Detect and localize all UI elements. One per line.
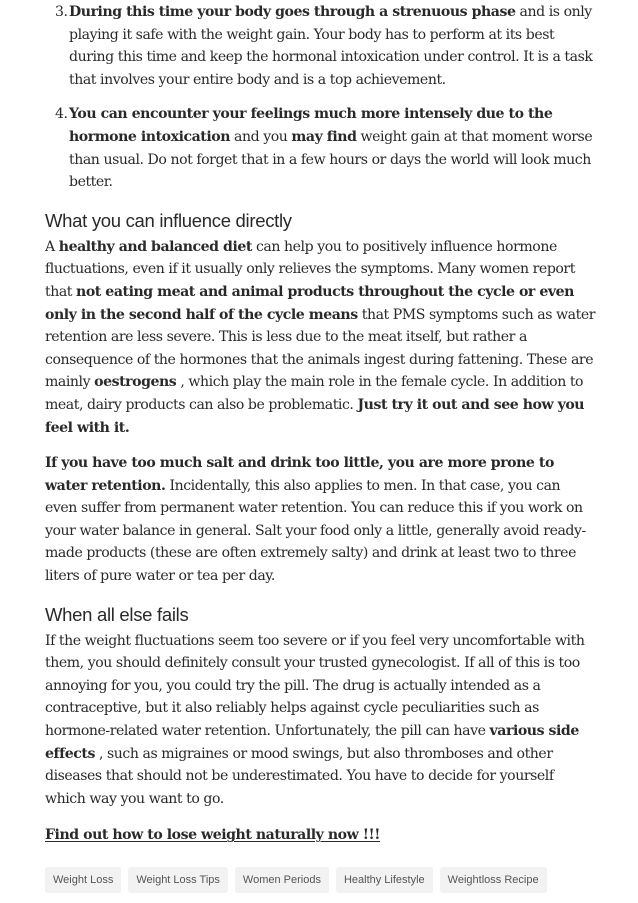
text: A <box>45 238 59 255</box>
tag-weight-loss[interactable]: Weight Loss <box>45 867 121 893</box>
lose-weight-link[interactable]: Find out how to lose weight naturally now !!! <box>45 827 380 844</box>
list-item-text: and is only playing it safe with the weight gain. Your body has to perform at its best during this time and keep the hormonal intoxication under control. It is a task that involves your entire body and is a top achievement. <box>69 4 593 88</box>
list-item-text: and you <box>230 128 292 145</box>
list-item-bold: During this time your body goes through a strenuous phase <box>69 4 516 20</box>
bold-text: oestrogens <box>94 374 177 391</box>
list-item <box>45 103 595 193</box>
text: that PMS symptoms such as water retention are less severe. This is less due to the meat itself, but rather a consequence of the hormones that the animals ingest during fattening. These are mainly <box>45 306 596 391</box>
text: can help you to positively influence hormone fluctuations, even if it usually only relieves the symptoms. Many women report that <box>45 238 575 300</box>
bold-text: not eating meat and animal products throughout the cycle or even only in the second half of the cycle means <box>45 283 574 323</box>
section-heading-else-fails: When all else fails <box>45 603 189 625</box>
text: , which play the main role in the female cycle. In addition to meat, dairy products can also be problematic. <box>45 374 584 413</box>
list-item-bold: You can encounter your feelings much more intensely due to the hormone intoxication <box>69 106 553 145</box>
bold-text: If you have too much salt and drink too little, you are more prone to water retention. <box>45 455 554 494</box>
link-paragraph <box>45 824 595 847</box>
bold-text: healthy and balanced diet <box>58 238 252 255</box>
list-number: 4. <box>55 106 68 123</box>
tag-list <box>45 867 547 893</box>
text: , such as migraines or mood swings, but also thromboses and other diseases that should not be underestimated. You have to decide for yourself which way you want to go. <box>45 745 554 807</box>
text: Incidentally, this also applies to men. In that case, you can even suffer from permanent water retention. You can reduce this if you work on your water balance in general. Salt your food only a little, generally avoid ready-made products (these are often extremely salty) and drink at least two to three liters of pure water or tea per day. <box>45 477 586 585</box>
paragraph-pill <box>45 630 595 811</box>
paragraph-salt <box>45 452 595 588</box>
bold-text: Just try it out and see how you feel with it. <box>45 396 585 436</box>
tag-weightloss-recipe[interactable]: Weightloss Recipe <box>440 867 547 893</box>
paragraph-diet <box>45 236 595 439</box>
list-item-bold: may find <box>291 128 357 145</box>
numbered-list <box>45 1 595 194</box>
text: If the weight fluctuations seem too severe or if you feel very uncomfortable with them, you should definitely consult your trusted gynecologist. If all of this is too annoying for you, you could try the pill. The drug is actually intended as a contraceptive, but it also reliably helps against cycle peculiarities such as hormone-related water retention. Unfortunately, the pill can have <box>45 632 585 740</box>
tag-weight-loss-tips[interactable]: Weight Loss Tips <box>128 867 228 893</box>
section-heading-influence: What you can influence directly <box>45 209 292 231</box>
article-body <box>45 0 595 847</box>
tag-women-periods[interactable]: Women Periods <box>235 867 329 893</box>
list-item <box>45 1 595 91</box>
list-item-text: weight gain at that moment worse than usual. Do not forget that in a few hours or days the world will look much better. <box>69 128 593 191</box>
tag-healthy-lifestyle[interactable]: Healthy Lifestyle <box>336 867 433 893</box>
list-number: 3. <box>55 4 68 20</box>
bold-text: various side effects <box>45 723 579 762</box>
